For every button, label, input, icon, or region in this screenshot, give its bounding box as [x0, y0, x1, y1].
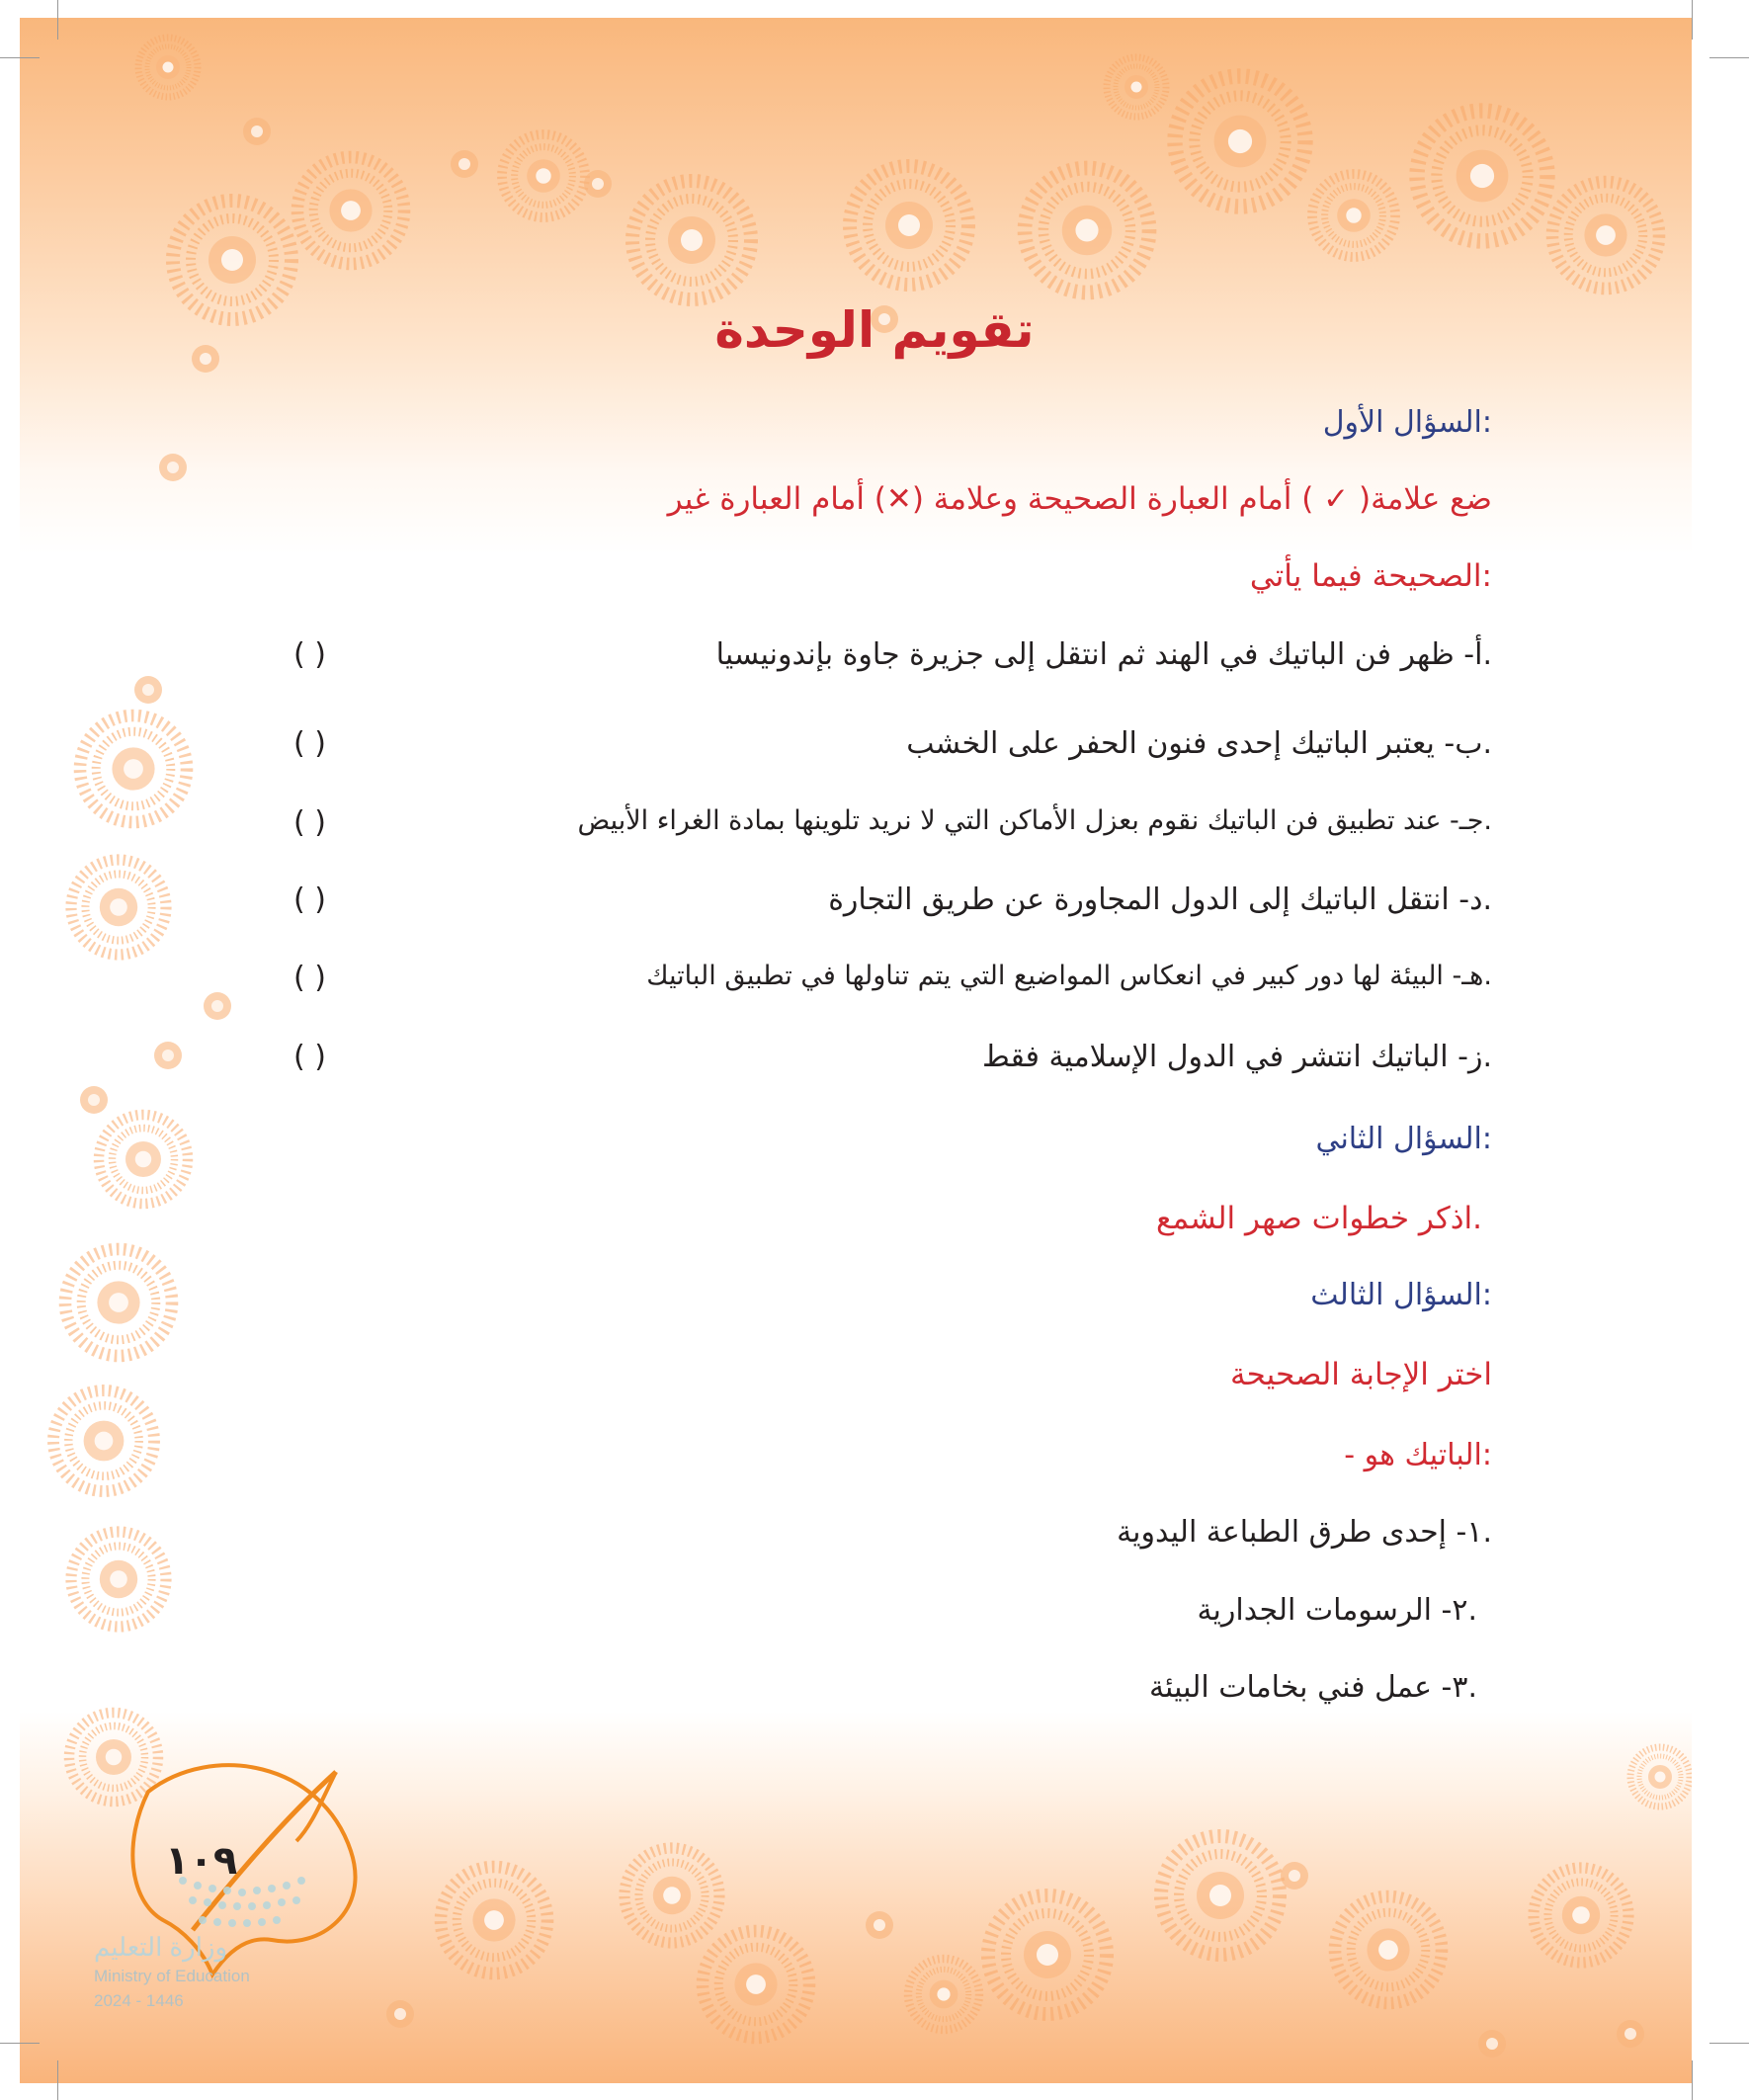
question-2-heading: السؤال الثاني: [1315, 1122, 1492, 1156]
crop-mark [1692, 0, 1693, 40]
true-false-item: جـ- عند تطبيق فن الباتيك نقوم بعزل الأماكن التي لا نريد تلوينها بمادة الغراء الأبيض. [577, 805, 1492, 836]
question-1-instruction-line1: ضع علامة( ✓ ) أمام العبارة الصحيحة وعلامة (✕) أمام العبارة غير [667, 481, 1492, 517]
answer-blank[interactable]: ( ) [293, 961, 326, 995]
crop-mark [57, 0, 58, 40]
crop-mark [57, 2060, 58, 2100]
edition-year: 2024 - 1446 [94, 1991, 184, 2010]
question-2-instruction: اذكر خطوات صهر الشمع. [1156, 1201, 1482, 1236]
question-3-stem: - الباتيك هو: [1344, 1438, 1492, 1472]
question-3-heading: السؤال الثالث: [1310, 1278, 1492, 1312]
ministry-logo-arabic: وزارة التعليم [94, 1932, 228, 1962]
answer-blank[interactable]: ( ) [293, 637, 326, 672]
true-false-item: هـ- البيئة لها دور كبير في انعكاس المواضيع التي يتم تناولها في تطبيق الباتيك. [646, 961, 1492, 991]
choice-option[interactable]: ٣- عمل فني بخامات البيئة. [1148, 1670, 1477, 1705]
crop-mark [0, 57, 40, 58]
crop-mark [1709, 2043, 1749, 2044]
true-false-item: ز- الباتيك انتشر في الدول الإسلامية فقط. [981, 1040, 1492, 1074]
page-number: ١٠٩ [165, 1838, 238, 1884]
choice-option[interactable]: ١- إحدى طرق الطباعة اليدوية. [1117, 1515, 1492, 1550]
question-1-heading: السؤال الأول: [1322, 405, 1492, 440]
question-3-instruction: اختر الإجابة الصحيحة [1229, 1357, 1492, 1392]
true-false-item: د- انتقل الباتيك إلى الدول المجاورة عن طريق التجارة. [828, 882, 1492, 917]
answer-blank[interactable]: ( ) [293, 805, 326, 840]
page-title: تقويم الوحدة [714, 301, 1035, 359]
crop-mark [1709, 57, 1749, 58]
crop-mark [0, 2043, 40, 2044]
answer-blank[interactable]: ( ) [293, 726, 326, 761]
ministry-logo-english: Ministry of Education [94, 1967, 250, 1985]
crop-mark [1692, 2060, 1693, 2100]
true-false-item: أ- ظهر فن الباتيك في الهند ثم انتقل إلى جزيرة جاوة بإندونيسيا. [715, 637, 1492, 672]
answer-blank[interactable]: ( ) [293, 882, 326, 917]
answer-blank[interactable]: ( ) [293, 1040, 326, 1074]
question-1-instruction-line2: الصحيحة فيما يأتي: [1249, 558, 1492, 594]
true-false-item: ب- يعتبر الباتيك إحدى فنون الحفر على الخشب. [906, 726, 1492, 761]
choice-option[interactable]: ٢- الرسومات الجدارية. [1197, 1593, 1477, 1628]
